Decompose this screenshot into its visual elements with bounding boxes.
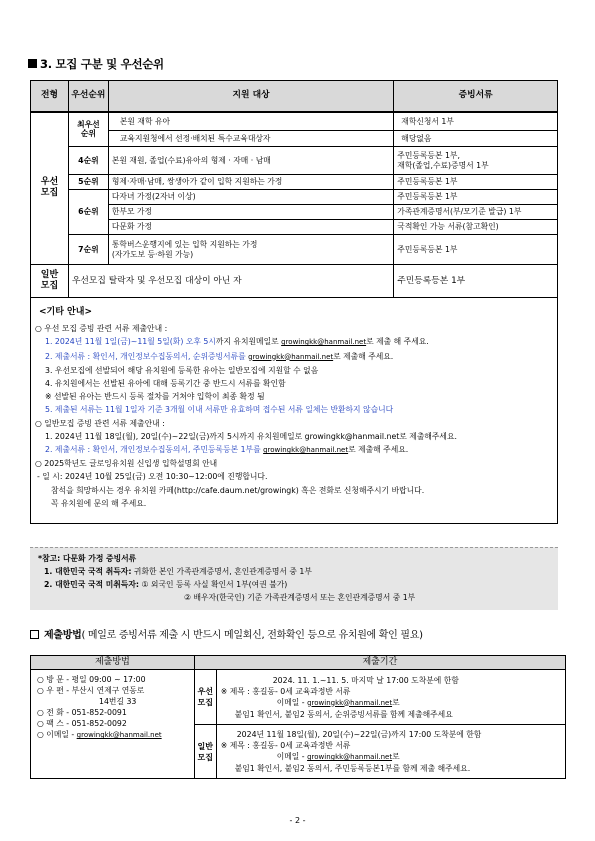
note-box: *참고: 다문화 가정 증빙서류 1. 대한민국 국적 취득자: 귀화한 본인 가족관계증명서, 혼인관계증명서 중 1부 2. 대한민국 국적 미취득자: ① 외국인 등록 사실 확인서 1부(여권 불가) ② 배우자(한국인) 기준 가족관계증명서 또는 혼인관계증명서 중 1부 — [30, 547, 558, 610]
doc-cell: 주민등록등본 1부 — [394, 175, 558, 190]
priority-label: 우선 모집 — [194, 670, 216, 725]
header-type: 전형 — [31, 81, 69, 112]
etc-title: <기타 안내> — [39, 307, 92, 317]
priority-cell: 5순위 — [68, 175, 108, 190]
email-link[interactable]: growingkk@hanmail.net — [248, 352, 334, 361]
submit-methods-cell: ○ 방 문 - 평일 09:00 ~ 17:00 ○ 우 편 - 부산시 연제구 연동로 14번길 33 ○ 전 화 - 051-852-0091 ○ 팩 스 - 051-852-0092 ○ 이메일 - growingkk@hanmail.net — [31, 670, 195, 779]
page-number: - 2 - — [289, 816, 306, 825]
section-title: 3. 모집 구분 및 우선순위 — [28, 56, 164, 72]
square-bullet-icon — [28, 59, 37, 68]
etc-box: <기타 안내> ○ 우선 모집 증빙 관련 서류 제출안내 : 1. 2024년 11월 1일(금)~11월 5일(화) 오후 5시까지 유치원메일로 growingkk@hanmail.net로 제출 해 주세요. 2. 제출서류 : 확인서, 개인정보수집동의서, 순위증빙서류를 growingkk@hanmail.net로 제출해 주세요. 3. 우선모집에 선발되어 해당 유치원에 등록한 유아는 일반모집에 지원할 수 없음 4. 유치원에서는 선발된 유아에 대해 등록기간 중 반드시 서류를 확인함 ※ 선발된 유아는 반드시 등록 절차를 거쳐야 입학이 최종 확정 됨 5. 제출된 서류는 11월 1일자 기준 3개월 이내 서류만 유효하며 접수된 서류 일체는 반환하지 않습니다 ○ 일반모집 증빙 관련 서류 제출안내 : 1. 2024년 11월 18일(월), 20일(수)~22일(금)까지 5시까지 유치원메일로 growingkk@hanmail.net로 제출해주세요. 2. 제출서류 : 확인서, 개인정보수집동의서, 주민등록등본 1부를 growingkk@hanmail.net로 제출해 주세요. ○ 2025학년도 글로잉유치원 신입생 입학설명회 안내 - 일 시: 2024년 10월 25일(금) 오전 10:30~12:00에 진행합니다. 참석을 희망하시는 경우 유치원 카페(http://cafe.daum.net/growingk) 혹은 전화로 신청해주시기 바랍니다. 꼭 유치원에 문의 해 주세요. — [31, 298, 557, 514]
priority-cell: 4순위 — [68, 147, 108, 175]
header-target: 지원 대상 — [108, 81, 393, 112]
priority-table — [30, 80, 558, 524]
email-link[interactable]: growingkk@hanmail.net — [307, 698, 393, 707]
table-row — [31, 175, 558, 190]
header-priority: 우선순위 — [68, 81, 108, 112]
target-cell: 본원 재학 유아 — [108, 112, 393, 131]
etc-cell — [31, 298, 558, 524]
target-cell: 다자녀 가정(2자녀 이상) — [108, 190, 393, 205]
note-title: *참고: 다문화 가정 증빙서류 — [38, 554, 137, 563]
header-submit-period: 제출기간 — [194, 656, 565, 670]
submit-method-title: 제출방법( 메일로 증빙서류 제출 시 반드시 메일회신, 전화확인 등으로 유치원에 확인 필요) — [30, 626, 423, 641]
priority-cell: 최우선 순위 — [68, 112, 108, 147]
checkbox-square-icon — [30, 630, 39, 639]
general-label: 일반 모집 — [194, 725, 216, 779]
table-row — [31, 112, 558, 131]
priority-period-cell: 2024. 11. 1.~11. 5. 마지막 날 17:00 도착분에 한함 ※ 제목 : 홍길동- 0세 교육과정반 서류 이메일 - growingkk@hanmail.net로 붙임1 확인서, 붙임2 동의서, 순위증빙서류를 함께 제출해주세요 — [216, 670, 565, 725]
doc-cell: 가족관계증명서(부/모기준 발급) 1부 — [394, 205, 558, 220]
email-link[interactable]: growingkk@hanmail.net — [263, 446, 349, 455]
table-row — [31, 670, 566, 725]
doc-cell: 재학신청서 1부 — [394, 112, 558, 131]
doc-cell: 주민등록등본 1부 — [394, 235, 558, 265]
table-row — [31, 147, 558, 175]
general-target-cell: 우선모집 탈락자 및 우선모집 대상이 아닌 자 — [68, 265, 393, 298]
doc-cell: 주민등록등본 1부, 재학(졸업,수료)증명서 1부 — [394, 147, 558, 175]
table-row — [31, 235, 558, 265]
table-row — [31, 190, 558, 205]
general-doc-cell: 주민등록등본 1부 — [394, 265, 558, 298]
target-cell: 다문화 가정 — [108, 220, 393, 235]
table-row — [31, 265, 558, 298]
target-cell: 본원 재원, 졸업(수료)유아의 형제 · 자매 · 남매 — [108, 147, 393, 175]
header-submit-method: 제출방법 — [31, 656, 195, 670]
priority-cell: 7순위 — [68, 235, 108, 265]
table-header-row — [31, 656, 566, 670]
etc-row — [31, 298, 558, 524]
doc-cell: 국적확인 가능 서류(참고확인) — [394, 220, 558, 235]
table-row — [31, 205, 558, 220]
email-link[interactable]: growingkk@hanmail.net — [76, 731, 162, 739]
table-row — [31, 220, 558, 235]
target-cell: 형제·자매·남매, 쌍생아가 같이 입학 지원하는 가정 — [108, 175, 393, 190]
doc-cell: 해당없음 — [394, 131, 558, 147]
priority-cell: 6순위 — [68, 190, 108, 235]
target-cell: 통학버스운행지에 있는 입학 지원하는 가정 (자가도보 등·하원 가능) — [108, 235, 393, 265]
email-link[interactable]: growingkk@hanmail.net — [307, 753, 393, 761]
general-period-cell: 2024년 11월 18일(월), 20일(수)~22일(금)까지 17:00 도착분에 한함 ※ 제목 : 홍길동- 0세 교육과정반 서류 이메일 - growingkk@hanmail.net로 붙임1 확인서, 붙임2 동의서, 주민등록등본1부를 함께 제출 해주세요. — [216, 725, 565, 779]
email-link[interactable]: growingkk@hanmail.net — [281, 338, 367, 347]
target-cell: 한부모 가정 — [108, 205, 393, 220]
table-row — [31, 131, 558, 147]
priority-category: 우선 모집 — [31, 112, 69, 265]
target-cell: 교육지원청에서 선정·배치된 특수교육대상자 — [108, 131, 393, 147]
table-header-row — [31, 81, 558, 112]
general-category: 일반 모집 — [31, 265, 69, 298]
header-docs: 증빙서류 — [394, 81, 558, 112]
doc-cell: 주민등록등본 1부 — [394, 190, 558, 205]
submit-table — [30, 655, 566, 779]
